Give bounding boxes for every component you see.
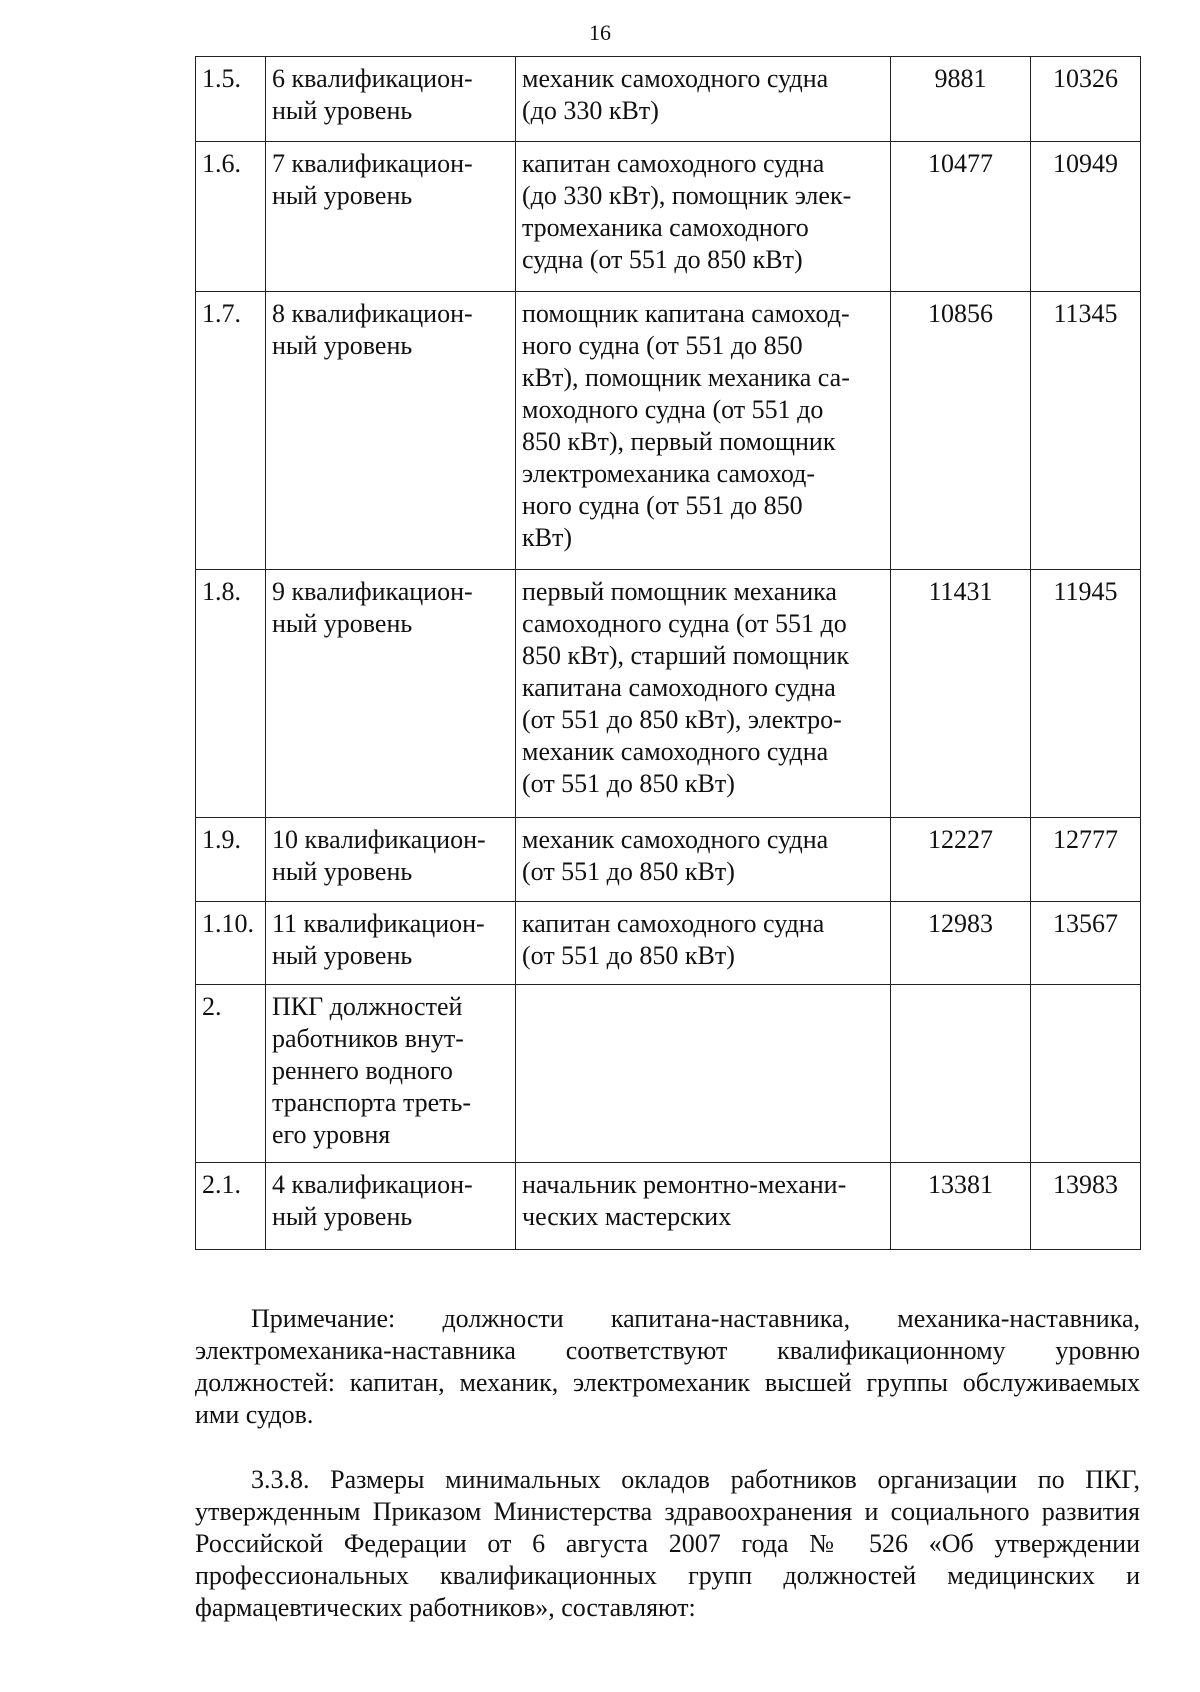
- qualification-level: 10 квалификацион- ный уровень: [266, 818, 516, 902]
- qualification-level: 9 квалификацион- ный уровень: [266, 570, 516, 818]
- table-row: [196, 985, 1141, 1163]
- value-2: 11945: [1031, 570, 1141, 818]
- qualification-level: 7 квалификацион- ный уровень: [266, 142, 516, 292]
- qualification-level: 4 квалификацион- ный уровень: [266, 1163, 516, 1250]
- positions: начальник ремонтно-механи- ческих мастерских: [516, 1163, 891, 1250]
- value-1: 12983: [891, 902, 1031, 985]
- positions: механик самоходного судна (до 330 кВт): [516, 57, 891, 142]
- table-row: [196, 818, 1141, 902]
- value-2: 13983: [1031, 1163, 1141, 1250]
- positions: помощник капитана самоход- ного судна (от 551 до 850 кВт), помощник механика са- моходного судна (от 551 до 850 кВт), первый помощник электромеханика самоход- ного судна (от 551 до 850 кВт): [516, 292, 891, 570]
- page-number: 16: [589, 20, 611, 45]
- value-1: 13381: [891, 1163, 1031, 1250]
- value-2: 10326: [1031, 57, 1141, 142]
- qualification-level: 6 квалификацион- ный уровень: [266, 57, 516, 142]
- value-1: [891, 985, 1031, 1163]
- row-number: 1.5.: [196, 57, 266, 142]
- qualification-level: 8 квалификацион- ный уровень: [266, 292, 516, 570]
- value-1: 12227: [891, 818, 1031, 902]
- value-1: 11431: [891, 570, 1031, 818]
- qualification-group: ПКГ должностей работников внут- реннего водного транспорта треть- его уровня: [266, 985, 516, 1163]
- value-1: 10477: [891, 142, 1031, 292]
- value-2: 13567: [1031, 902, 1141, 985]
- row-number: 1.10.: [196, 902, 266, 985]
- row-number: 2.: [196, 985, 266, 1163]
- row-number: 2.1.: [196, 1163, 266, 1250]
- table-row: [196, 292, 1141, 570]
- table-row: [196, 1163, 1141, 1250]
- row-number: 1.8.: [196, 570, 266, 818]
- table-note: Примечание: должности капитана-наставника, механика-наставника, электромеханика-наставника соответствуют квалификационному уровню должностей: капитан, механик, электромеханик высшей группы обслуживаемых ими судов.: [195, 1304, 1140, 1429]
- value-2: 10949: [1031, 142, 1141, 292]
- positions: капитан самоходного судна (до 330 кВт), помощник элек- тромеханика самоходного судна (от 551 до 850 кВт): [516, 142, 891, 292]
- table-row: [196, 570, 1141, 818]
- qualification-level: 11 квалификацион- ный уровень: [266, 902, 516, 985]
- row-number: 1.7.: [196, 292, 266, 570]
- value-2: [1031, 985, 1141, 1163]
- table-row: [196, 142, 1141, 292]
- value-1: 9881: [891, 57, 1031, 142]
- section-paragraph: 3.3.8. Размеры минимальных окладов работников организации по ПКГ, утвержденным Приказом Министерства здравоохранения и социального развития Российской Федерации от 6 августа 2007 года № 526 «Об утверждении профессиональных квалификационных групп должностей медицинских и фармацевтических работников», составляют:: [195, 1465, 1140, 1622]
- value-2: 12777: [1031, 818, 1141, 902]
- value-2: 11345: [1031, 292, 1141, 570]
- positions: капитан самоходного судна (от 551 до 850 кВт): [516, 902, 891, 985]
- table-row: [196, 902, 1141, 985]
- table-row: [196, 57, 1141, 142]
- positions: [516, 985, 891, 1163]
- positions: первый помощник механика самоходного судна (от 551 до 850 кВт), старший помощник капитана самоходного судна (от 551 до 850 кВт), электро- механик самоходного судна (от 551 до 850 кВт): [516, 570, 891, 818]
- row-number: 1.9.: [196, 818, 266, 902]
- value-1: 10856: [891, 292, 1031, 570]
- row-number: 1.6.: [196, 142, 266, 292]
- positions: механик самоходного судна (от 551 до 850 кВт): [516, 818, 891, 902]
- salary-table: [195, 56, 1141, 1250]
